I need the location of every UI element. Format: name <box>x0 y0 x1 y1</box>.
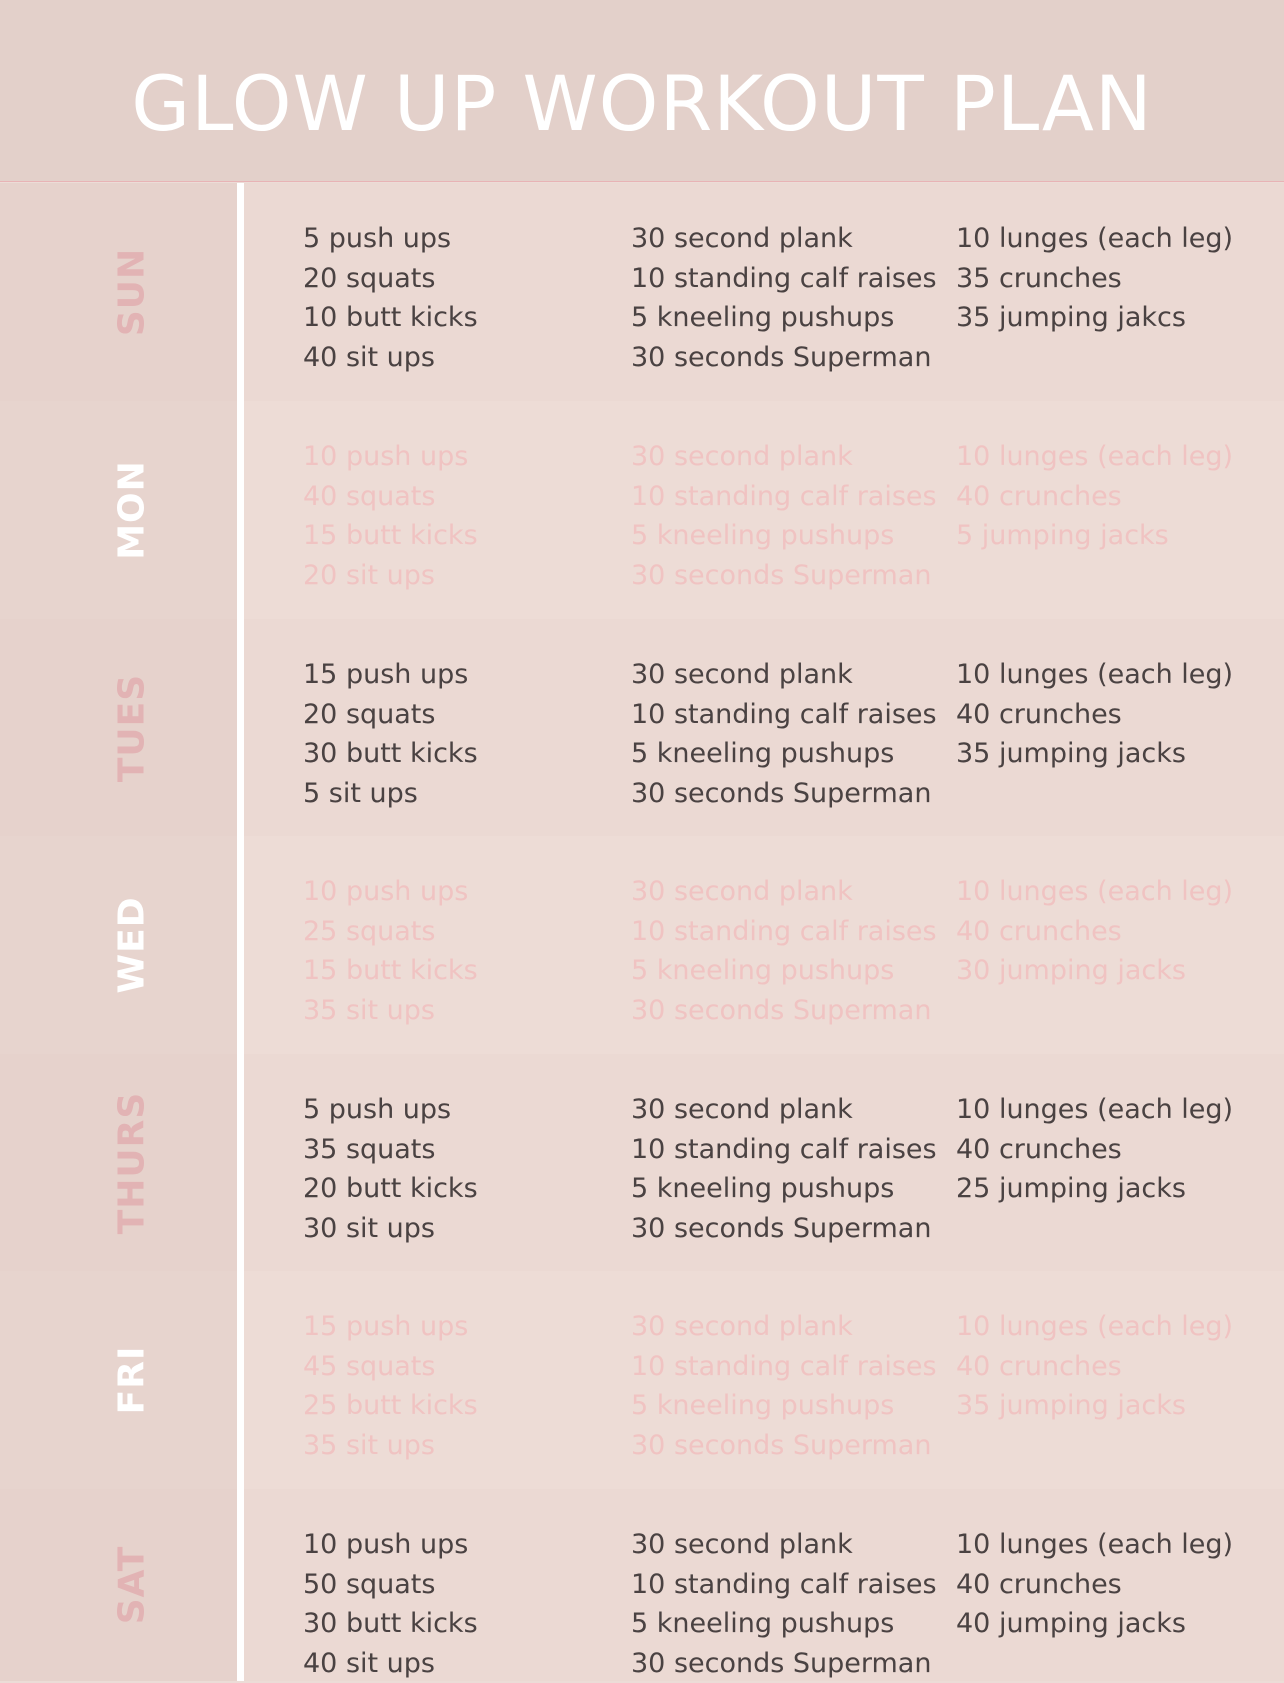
day-label-sun: SUN <box>112 248 153 336</box>
day-label-thurs: THURS <box>112 1091 153 1234</box>
exercise-item: 10 lunges (each leg) <box>956 872 1233 912</box>
day-cell <box>0 401 237 619</box>
exercise-item: 25 squats <box>303 912 478 952</box>
day-label-tues: TUES <box>112 673 153 781</box>
day-row-tues <box>0 619 1284 836</box>
day-cell <box>0 183 237 401</box>
exercise-item: 5 kneeling pushups <box>631 298 937 338</box>
exercise-item: 10 lunges (each leg) <box>956 437 1233 477</box>
column-divider <box>237 183 244 1681</box>
exercise-column-1 <box>303 1525 478 1683</box>
exercise-item: 10 push ups <box>303 437 478 477</box>
exercise-item: 40 crunches <box>956 1565 1233 1605</box>
day-label-wed: WED <box>112 896 153 993</box>
exercise-item: 35 squats <box>303 1130 478 1170</box>
exercise-item: 35 jumping jacks <box>956 1386 1233 1426</box>
exercise-item: 5 push ups <box>303 1090 478 1130</box>
exercise-item: 10 standing calf raises <box>631 259 937 299</box>
day-row-sat <box>0 1489 1284 1681</box>
page-title: GLOW UP WORKOUT PLAN <box>0 56 1284 152</box>
day-row-sun <box>0 183 1284 401</box>
exercise-item: 20 squats <box>303 259 478 299</box>
exercise-item: 30 second plank <box>631 872 937 912</box>
exercise-column-3 <box>956 219 1233 338</box>
exercise-item: 30 sit ups <box>303 1209 478 1249</box>
exercise-column-1 <box>303 219 478 377</box>
exercise-column-1 <box>303 872 478 1030</box>
day-row-wed <box>0 836 1284 1054</box>
exercise-item: 35 sit ups <box>303 1426 478 1466</box>
exercise-item: 20 sit ups <box>303 556 478 596</box>
exercise-column-2 <box>631 1525 937 1683</box>
exercise-column-3 <box>956 437 1233 556</box>
exercise-item: 45 squats <box>303 1347 478 1387</box>
exercise-column-2 <box>631 437 937 595</box>
day-row-fri <box>0 1271 1284 1489</box>
day-cell <box>0 836 237 1054</box>
day-label-fri: FRI <box>112 1346 153 1415</box>
day-row-thurs <box>0 1054 1284 1271</box>
exercise-column-3 <box>956 1307 1233 1426</box>
exercise-item: 15 butt kicks <box>303 516 478 556</box>
exercise-item: 35 jumping jacks <box>956 734 1233 774</box>
exercise-item: 40 jumping jacks <box>956 1604 1233 1644</box>
exercise-item: 30 seconds Superman <box>631 556 937 596</box>
exercise-item: 10 standing calf raises <box>631 477 937 517</box>
exercise-item: 10 lunges (each leg) <box>956 655 1233 695</box>
exercise-item: 10 standing calf raises <box>631 695 937 735</box>
exercise-item: 5 jumping jacks <box>956 516 1233 556</box>
exercise-item: 30 seconds Superman <box>631 991 937 1031</box>
day-label-sat: SAT <box>112 1546 153 1625</box>
exercise-column-2 <box>631 655 937 813</box>
day-cell <box>0 1054 237 1271</box>
exercise-item: 40 crunches <box>956 1130 1233 1170</box>
exercise-item: 10 butt kicks <box>303 298 478 338</box>
exercise-item: 5 kneeling pushups <box>631 951 937 991</box>
exercise-item: 5 kneeling pushups <box>631 1169 937 1209</box>
exercise-column-2 <box>631 1307 937 1465</box>
exercise-item: 25 jumping jacks <box>956 1169 1233 1209</box>
exercise-item: 40 sit ups <box>303 1644 478 1683</box>
day-cell <box>0 1271 237 1489</box>
exercise-item: 40 crunches <box>956 1347 1233 1387</box>
exercise-column-3 <box>956 1090 1233 1209</box>
exercise-item: 30 jumping jacks <box>956 951 1233 991</box>
exercise-item: 5 push ups <box>303 219 478 259</box>
exercise-item: 20 squats <box>303 695 478 735</box>
exercise-item: 10 lunges (each leg) <box>956 1307 1233 1347</box>
exercise-item: 30 butt kicks <box>303 1604 478 1644</box>
exercise-item: 40 sit ups <box>303 338 478 378</box>
exercise-item: 30 seconds Superman <box>631 1209 937 1249</box>
exercise-column-1 <box>303 1307 478 1465</box>
exercise-item: 15 push ups <box>303 1307 478 1347</box>
exercise-column-2 <box>631 219 937 377</box>
exercise-item: 40 crunches <box>956 695 1233 735</box>
exercise-item: 10 standing calf raises <box>631 1347 937 1387</box>
exercise-item: 30 second plank <box>631 437 937 477</box>
exercise-item: 30 second plank <box>631 1090 937 1130</box>
exercise-column-3 <box>956 1525 1233 1644</box>
exercise-column-2 <box>631 1090 937 1248</box>
exercise-item: 5 kneeling pushups <box>631 734 937 774</box>
exercise-item: 10 standing calf raises <box>631 912 937 952</box>
exercise-column-3 <box>956 872 1233 991</box>
exercise-item: 35 jumping jakcs <box>956 298 1233 338</box>
exercise-item: 20 butt kicks <box>303 1169 478 1209</box>
day-cell <box>0 619 237 836</box>
exercise-item: 15 butt kicks <box>303 951 478 991</box>
exercise-item: 15 push ups <box>303 655 478 695</box>
exercise-item: 5 kneeling pushups <box>631 1386 937 1426</box>
exercise-item: 5 kneeling pushups <box>631 1604 937 1644</box>
exercise-item: 30 second plank <box>631 219 937 259</box>
exercise-item: 30 second plank <box>631 1525 937 1565</box>
exercise-column-1 <box>303 1090 478 1248</box>
exercise-item: 10 standing calf raises <box>631 1565 937 1605</box>
exercise-item: 30 butt kicks <box>303 734 478 774</box>
exercise-item: 30 seconds Superman <box>631 1644 937 1683</box>
exercise-item: 10 lunges (each leg) <box>956 219 1233 259</box>
exercise-item: 10 lunges (each leg) <box>956 1090 1233 1130</box>
exercise-item: 40 crunches <box>956 912 1233 952</box>
day-row-mon <box>0 401 1284 619</box>
workout-table <box>0 183 1284 1681</box>
exercise-item: 30 second plank <box>631 1307 937 1347</box>
exercise-item: 25 butt kicks <box>303 1386 478 1426</box>
header-banner <box>0 0 1284 182</box>
day-cell <box>0 1489 237 1681</box>
exercise-item: 10 standing calf raises <box>631 1130 937 1170</box>
exercise-item: 30 seconds Superman <box>631 338 937 378</box>
exercise-item: 30 seconds Superman <box>631 774 937 814</box>
exercise-item: 10 push ups <box>303 872 478 912</box>
exercise-item: 10 push ups <box>303 1525 478 1565</box>
exercise-item: 5 sit ups <box>303 774 478 814</box>
exercise-item: 30 seconds Superman <box>631 1426 937 1466</box>
exercise-column-3 <box>956 655 1233 774</box>
exercise-item: 10 lunges (each leg) <box>956 1525 1233 1565</box>
exercise-item: 30 second plank <box>631 655 937 695</box>
exercise-item: 35 sit ups <box>303 991 478 1031</box>
day-label-mon: MON <box>112 460 153 560</box>
exercise-column-1 <box>303 655 478 813</box>
exercise-item: 40 squats <box>303 477 478 517</box>
exercise-item: 35 crunches <box>956 259 1233 299</box>
exercise-column-1 <box>303 437 478 595</box>
exercise-item: 50 squats <box>303 1565 478 1605</box>
exercise-item: 5 kneeling pushups <box>631 516 937 556</box>
exercise-item: 40 crunches <box>956 477 1233 517</box>
exercise-column-2 <box>631 872 937 1030</box>
